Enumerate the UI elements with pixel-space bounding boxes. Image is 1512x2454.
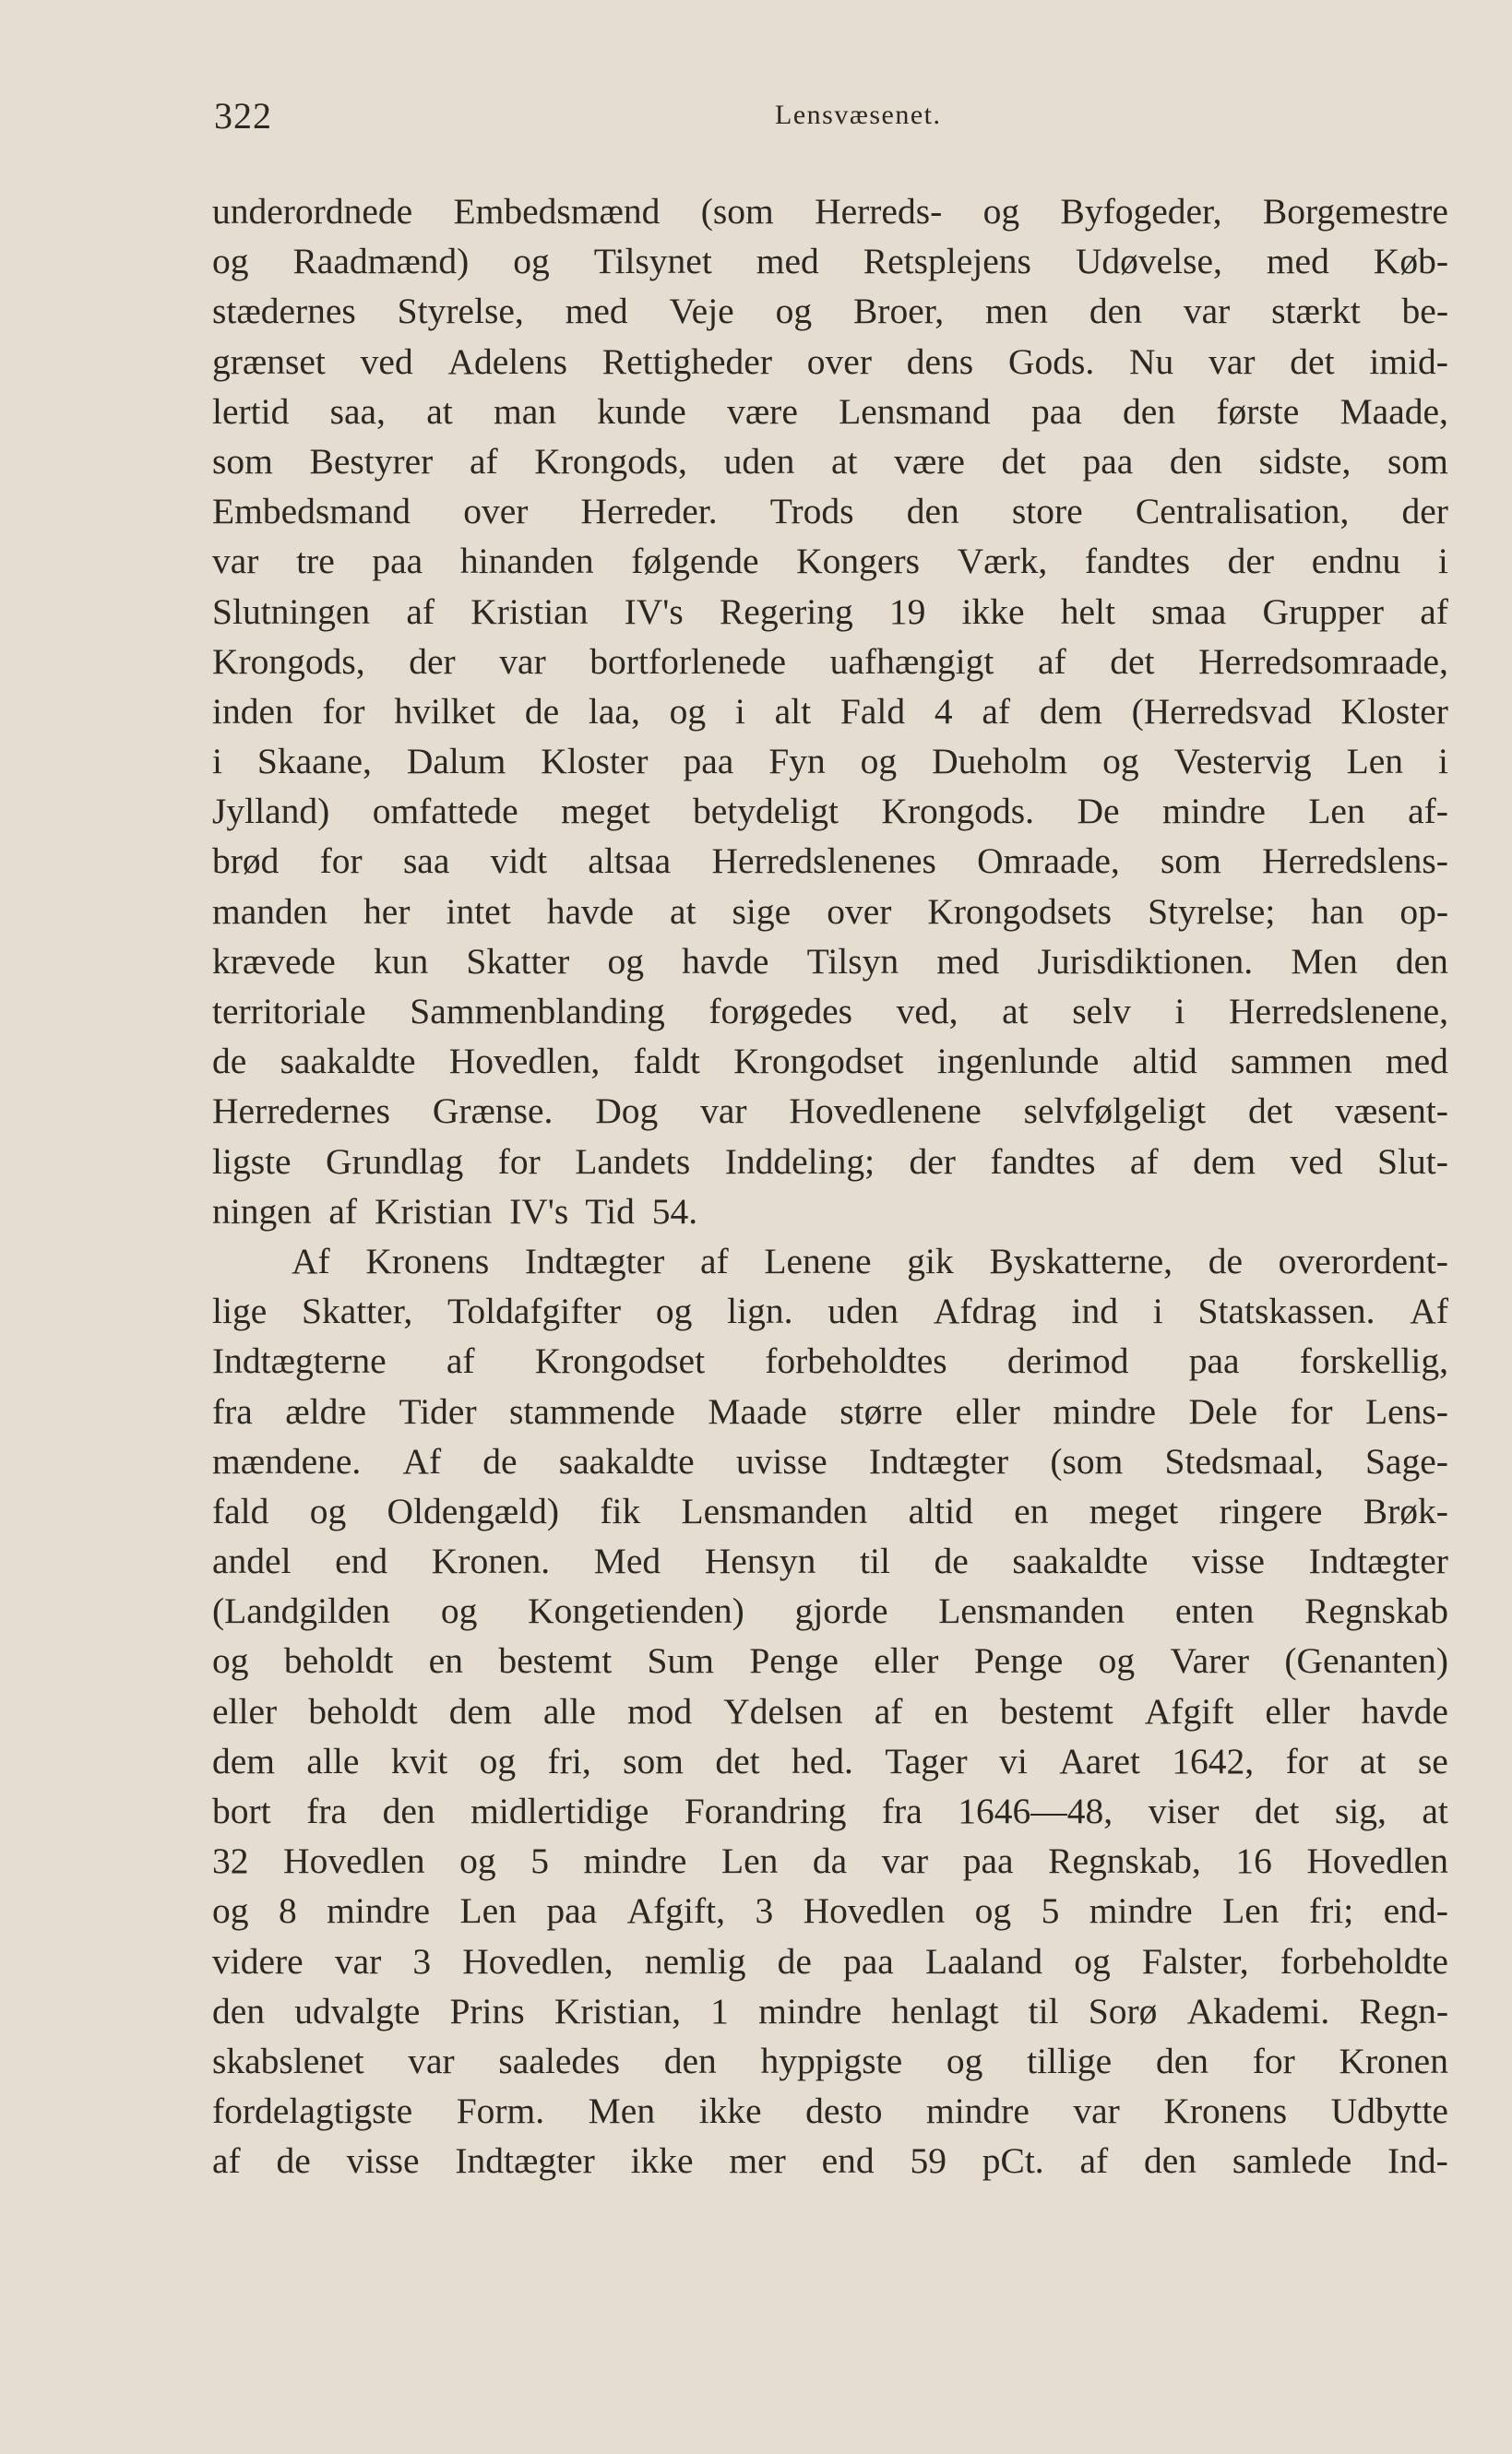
text-line: stædernes Styrelse, med Veje og Broer, men den var stærkt be- <box>212 291 1448 332</box>
text-line: i Skaane, Dalum Kloster paa Fyn og Dueholm og Vestervig Len i <box>212 741 1448 782</box>
text-line: den udvalgte Prins Kristian, 1 mindre henlagt til Sorø Akademi. Regn- <box>212 1990 1448 2031</box>
text-line: manden her intet havde at sige over Krongodsets Styrelse; han op- <box>212 890 1448 932</box>
text-line: Embedsmand over Herreder. Trods den store Centralisation, der <box>212 491 1448 532</box>
text-line: skabslenet var saaledes den hyppigste og tillige den for Kronen <box>212 2040 1448 2081</box>
text-line: andel end Kronen. Med Hensyn til de saakaldte visse Indtægter <box>212 1541 1448 1582</box>
text-line: mændene. Af de saakaldte uvisse Indtægter (som Stedsmaal, Sage- <box>212 1440 1448 1482</box>
text-line: videre var 3 Hovedlen, nemlig de paa Laaland og Falster, forbeholdte <box>212 1940 1448 1982</box>
running-head <box>214 94 1450 140</box>
text-line: (Landgilden og Kongetienden) gjorde Lensmanden enten Regnskab <box>212 1590 1448 1632</box>
body-text <box>212 186 1448 2186</box>
text-line: var tre paa hinanden følgende Kongers Værk, fandtes der endnu i <box>212 541 1448 582</box>
text-line: lertid saa, at man kunde være Lensmand paa den første Maade, <box>212 390 1448 432</box>
text-line: fordelagtigste Form. Men ikke desto mindre var Kronens Udbytte <box>212 2091 1448 2132</box>
text-line: af de visse Indtægter ikke mer end 59 pCt. af den samlede Ind- <box>212 2140 1448 2182</box>
text-line: eller beholdt dem alle mod Ydelsen af en bestemt Afgift eller havde <box>212 1690 1448 1732</box>
text-line: og 8 mindre Len paa Afgift, 3 Hovedlen og 5 mindre Len fri; end- <box>212 1890 1448 1932</box>
text-line: lige Skatter, Toldafgifter og lign. uden Afdrag ind i Statskassen. Af <box>212 1291 1448 1332</box>
text-line: fra ældre Tider stammende Maade større eller mindre Dele for Lens- <box>212 1390 1448 1432</box>
text-line: og beholdt en bestemt Sum Penge eller Penge og Varer (Genanten) <box>212 1640 1448 1682</box>
text-line: ningen af Kristian IV's Tid 54. <box>212 1190 698 1232</box>
text-line: brød for saa vidt altsaa Herredslenenes Omraade, som Herredslens- <box>212 840 1448 882</box>
text-line: grænset ved Adelens Rettigheder over dens Gods. Nu var det imid- <box>212 340 1448 382</box>
text-line: Af Kronens Indtægter af Lenene gik Byskatterne, de overordent- <box>292 1240 1448 1281</box>
text-line: inden for hvilket de laa, og i alt Fald 4 af dem (Herredsvad Kloster <box>212 690 1448 732</box>
text-line: fald og Oldengæld) fik Lensmanden altid en meget ringere Brøk- <box>212 1490 1448 1531</box>
page-number: 322 <box>214 95 272 137</box>
text-line: bort fra den midlertidige Forandring fra 1646—48, viser det sig, at <box>212 1791 1448 1831</box>
text-line: Jylland) omfattede meget betydeligt Krongods. De mindre Len af- <box>212 791 1448 832</box>
text-line: dem alle kvit og fri, som det hed. Tager vi Aaret 1642, for at se <box>212 1740 1448 1781</box>
text-line: territoriale Sammenblanding forøgedes ved, at selv i Herredslenene, <box>212 991 1448 1031</box>
running-title: Lensvæsenet. <box>775 100 942 130</box>
text-line: Krongods, der var bortforlenede uafhængigt af det Herredsomraade, <box>212 640 1448 682</box>
text-line: Slutningen af Kristian IV's Regering 19 ikke helt smaa Grupper af <box>212 590 1448 632</box>
text-line: krævede kun Skatter og havde Tilsyn med Jurisdiktionen. Men den <box>212 940 1448 982</box>
text-line: og Raadmænd) og Tilsynet med Retsplejens Udøvelse, med Køb- <box>212 241 1448 282</box>
text-line: de saakaldte Hovedlen, faldt Krongodset ingenlunde altid sammen med <box>212 1041 1448 1082</box>
text-line: 32 Hovedlen og 5 mindre Len da var paa Regnskab, 16 Hovedlen <box>212 1840 1448 1882</box>
text-line: ligste Grundlag for Landets Inddeling; der fandtes af dem ved Slut- <box>212 1140 1448 1182</box>
text-line: underordnede Embedsmænd (som Herreds- og Byfogeder, Borgemestre <box>212 191 1448 232</box>
text-line: Herredernes Grænse. Dog var Hovedlenene selvfølgeligt det væsent- <box>212 1090 1448 1132</box>
text-line: Indtægterne af Krongodset forbeholdtes derimod paa forskellig, <box>212 1340 1448 1382</box>
text-line: som Bestyrer af Krongods, uden at være det paa den sidste, som <box>212 440 1448 482</box>
